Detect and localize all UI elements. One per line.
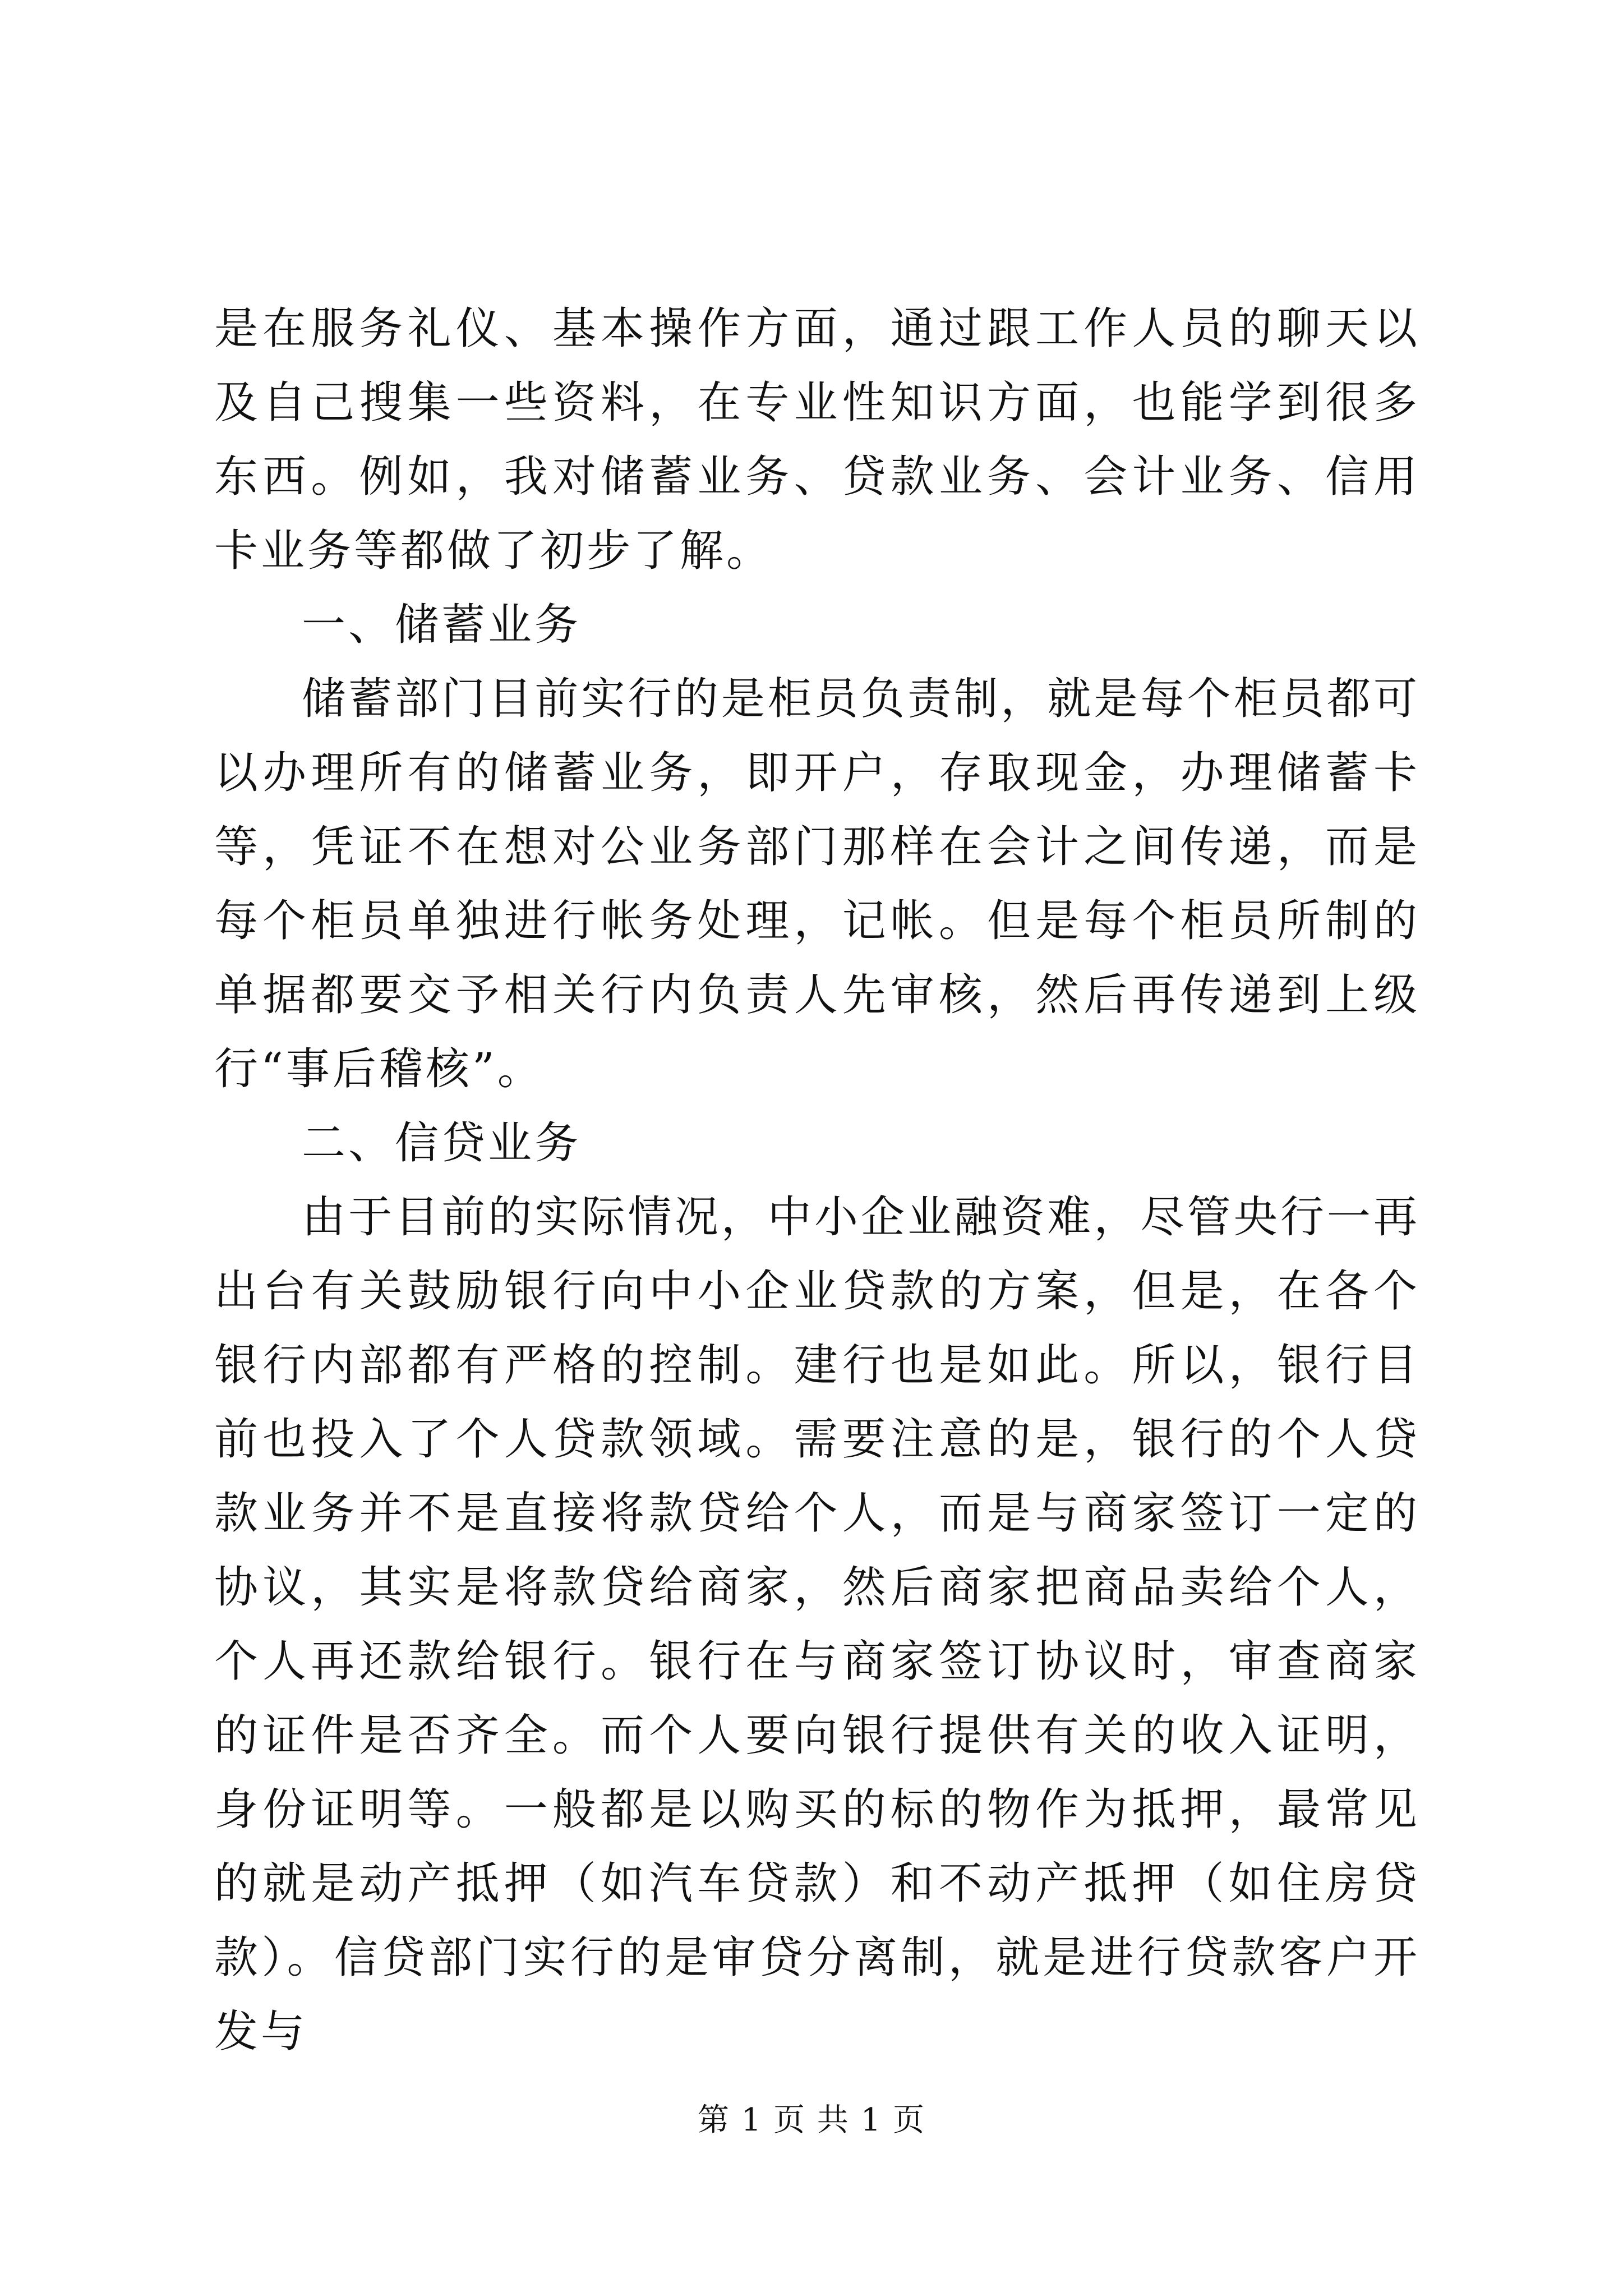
paragraph-credit: 由于目前的实际情况，中小企业融资难，尽管央行一再出台有关鼓励银行向中小企业贷款的方案，但是，在各个银行内部都有严格的控制。建行也是如此。所以，银行目前也投入了个人贷款领域。需要注意的是，银行的个人贷款业务并不是直接将款贷给个人，而是与商家签订一定的协议，其实是将款贷给商家，然后商家把商品卖给个人，个人再还款给银行。银行在与商家签订协议时，审查商家的证件是否齐全。而个人要向银行提供有关的收入证明，身份证明等。一般都是以购买的标的物作为抵押，最常见的就是动产抵押（如汽车贷款）和不动产抵押（如住房贷款）。信贷部门实行的是审贷分离制，就是进行贷款客户开发与	[214, 1192, 1420, 2057]
page-footer: 第 1 页 共 1 页	[697, 2102, 926, 2138]
paragraph-continuation: 是在服务礼仪、基本操作方面，通过跟工作人员的聊天以及自己搜集一些资料，在专业性知识方面，也能学到很多东西。例如，我对储蓄业务、贷款业务、会计业务、信用卡业务等都做了初步了解。	[214, 303, 1420, 576]
paragraph-savings: 储蓄部门目前实行的是柜员负责制，就是每个柜员都可以办理所有的储蓄业务，即开户，存取现金，办理储蓄卡等，凭证不在想对公业务部门那样在会计之间传递，而是每个柜员单独进行帐务处理，记帐。但是每个柜员所制的单据都要交予相关行内负责人先审核，然后再传递到上级行“事后稽核”。	[214, 674, 1420, 1094]
section-heading-savings: 一、储蓄业务	[302, 600, 582, 650]
document-body	[214, 292, 1420, 2069]
section-heading-credit: 二、信贷业务	[302, 1118, 582, 1168]
